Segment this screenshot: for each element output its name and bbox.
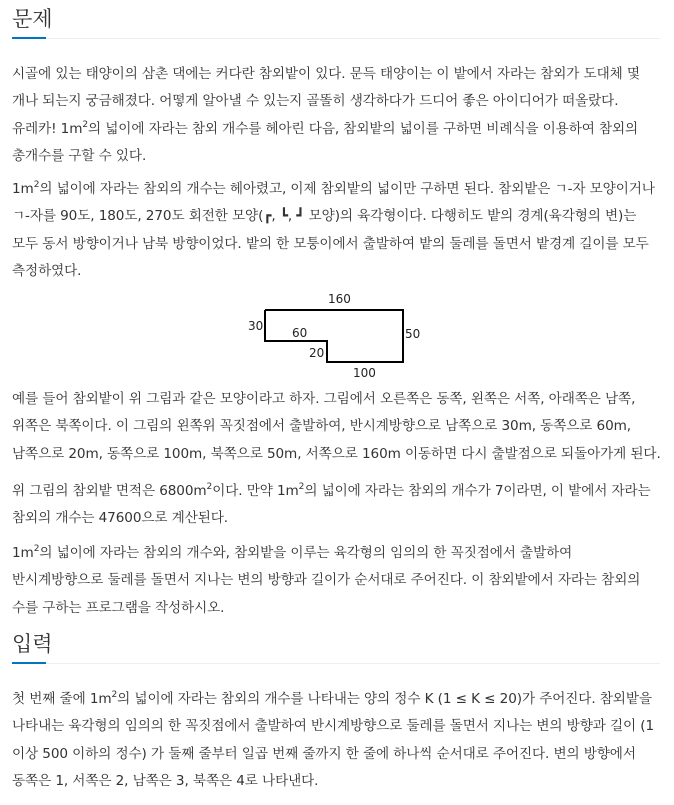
label-bottom-edge: 100: [353, 366, 376, 380]
label-left-edge: 30: [248, 319, 264, 333]
problem-paragraph-5: $1m^2$의 넓이에 자라는 참외의 개수와, 참외밭을 이루는 육각형의 임의의 한 꼭짓점에서 출발하여 반시계방향으로 둘레를 돌면서 지나는 변의 방향과 길이가 순서대로 주어진다. 이 참외밭에서 자라는 참외의 수를 구하는 프로그램을 작성하시오.: [12, 544, 641, 616]
label-inner-vertical-edge: 20: [309, 346, 325, 360]
problem-paragraph-2: $1m^2$의 넓이에 자라는 참외의 개수는 헤아렸고, 이제 참외밭의 넓이만 구하면 된다. 참외밭은 ㄱ-자 모양이거나 ㄱ-자를 90도, 180도, 270도 회전한 모양(┏, ┗, ┛ 모양)의 육각형이다. 다행히도 밭의 경계(육각형의 변)는 모두 동서 방향이거나 남북 방향이었다. 밭의 한 모퉁이에서 출발하여 밭의 둘레를 돌면서 밭경계 길이를 모두 측정하였다.: [12, 180, 655, 279]
field-boundary: [265, 310, 403, 362]
problem-paragraph-1: 시골에 있는 태양이의 삼촌 댁에는 커다란 참외밭이 있다. 문득 태양이는 이 밭에서 자라는 참외가 도대체 몇 개나 되는지 궁금해졌다. 어떻게 알아낼 수 있는지 골똘히 생각하다가 드디어 좋은 아이디어가 떠올랐다. 유레카! $1m^2$의 넓이에 자라는 참외 개수를 헤아린 다음, 참외밭의 넓이를 구하면 비례식을 이용하여 참외의 총개수를 구할 수 있다.: [12, 66, 640, 164]
section-title-problem: 문제: [12, 7, 53, 31]
field-shape-diagram: [244, 290, 430, 382]
section-title-input: 입력: [12, 632, 53, 656]
problem-paragraph-4: 위 그림의 참외밭 면적은 $6800m^2$이다. 만약 $1m^2$의 넓이에 자라는 참외의 개수가 7이라면, 이 밭에서 자라는 참외의 개수는 47600으로 계산된다.: [12, 482, 651, 527]
title-accent-bar: [12, 37, 46, 39]
label-right-edge: 50: [405, 327, 421, 341]
problem-paragraph-3: 예를 들어 참외밭이 위 그림과 같은 모양이라고 하자. 그림에서 오른쪽은 동쪽, 왼쪽은 서쪽, 아래쪽은 남쪽, 위쪽은 북쪽이다. 이 그림의 왼쪽위 꼭짓점에서 출발하여, 반시계방향으로 남쪽으로 30m, 동쪽으로 60m, 남쪽으로 20m, 동쪽으로 100m, 북쪽으로 50m, 서쪽으로 160m 이동하면 다시 출발점으로 되돌아가게 된다.: [12, 391, 661, 462]
title-divider: [12, 38, 660, 39]
title-accent-bar: [12, 662, 46, 664]
title-divider: [12, 663, 660, 664]
label-inner-horizontal-edge: 60: [292, 326, 308, 340]
label-top-edge: 160: [328, 292, 351, 306]
input-paragraph-1: 첫 번째 줄에 $1m^2$의 넓이에 자라는 참외의 개수를 나타내는 양의 정수 K (1 ≤ K ≤ 20)가 주어진다. 참외밭을 나타내는 육각형의 임의의 한 꼭짓점에서 출발하여 반시계방향으로 둘레를 돌면서 지나는 변의 방향과 길이 (1 이상 500 이하의 정수) 가 둘째 줄부터 일곱 번째 줄까지 한 줄에 하나씩 순서대로 주어진다. 변의 방향에서 동쪽은 1, 서쪽은 2, 남쪽은 3, 북쪽은 4로 나타낸다.: [12, 690, 655, 789]
